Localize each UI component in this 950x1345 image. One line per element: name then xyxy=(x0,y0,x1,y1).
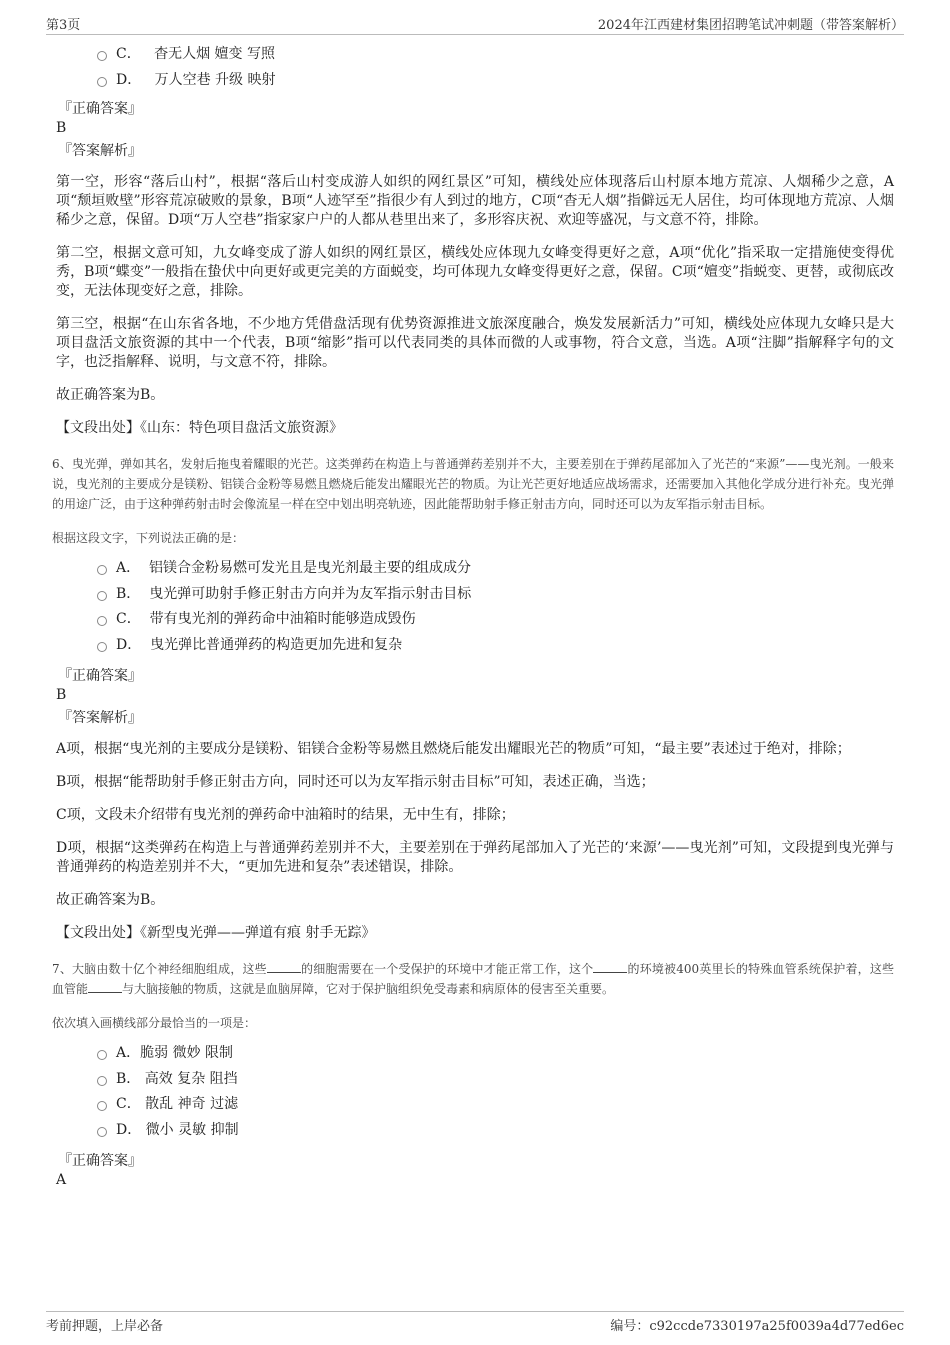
analysis-paragraph: 第一空，形容“落后山村”，根据“落后山村变成游人如织的网红景区”可知，横线处应体现落后山村原本地方荒凉、人烟稀少之意，A项“颓垣败壁”形容荒凉破败的景象，B项“人迹罕至”指很少有人到过的地方，C项“杳无人烟”指僻远无人居住，均可体现地方荒凉、人烟稀少之意，保留。D项“万人空巷”指家家户户的人都从巷里出来了，多形容庆祝、欢迎等盛况，与文意不符，排除。 xyxy=(56,174,894,228)
q7-options xyxy=(56,1041,894,1143)
document-id: 编号：c92ccde7330197a25f0039a4d77ed6ec xyxy=(610,1319,904,1334)
document-title: 2024年江西建材集团招聘笔试冲刺题（带答案解析） xyxy=(597,18,904,33)
analysis-paragraph: 第二空，根据文意可知，九女峰变成了游人如织的网红景区，横线处应体现九女峰变得更好之意，A项“优化”指采取一定措施使变得优秀，B项“蝶变”一般指在蛰伏中向更好或更完美的方面蜕变，均可体现九女峰变得更好之意，保留。C项“嬗变”指蜕变、更替，或彻底改变，无法体现变好之意，排除。 xyxy=(56,245,894,299)
option-d[interactable]: D． 万人空巷 升级 映射 xyxy=(56,68,894,94)
radio-icon[interactable] xyxy=(97,1101,107,1111)
radio-icon[interactable] xyxy=(97,51,107,61)
correct-answer: A xyxy=(56,1172,67,1188)
analysis-conclusion: 故正确答案为B。 xyxy=(56,892,165,908)
footer-slogan: 考前押题，上岸必备 xyxy=(46,1319,164,1334)
analysis-paragraph: 第三空，根据“在山东省各地，不少地方凭借盘活现有优势资源推进文旅深度融合，焕发发展新活力”可知，横线处应体现九女峰只是大项目盘活文旅资源的其中一个代表，B项“缩影”指可以代表同类的具体而微的人或事物，符合文意，当选。A项“注脚”指解释字句的文字，也泛指解释、说明，与文意不符，排除。 xyxy=(56,316,894,370)
fill-blank xyxy=(88,980,122,993)
option-d[interactable]: D． 微小 灵敏 抑制 xyxy=(56,1118,894,1144)
analysis-paragraph: B项，根据“能帮助射手修正射击方向，同时还可以为友军指示射击目标”可知，表述正确，当选； xyxy=(56,774,655,790)
source-citation: 【文段出处】《新型曳光弹——弹道有痕 射手无踪》 xyxy=(56,925,376,941)
radio-icon[interactable] xyxy=(97,1050,107,1060)
answer-label: 『正确答案』 xyxy=(58,668,142,684)
correct-answer: B xyxy=(56,687,67,703)
analysis-label: 『答案解析』 xyxy=(58,143,142,159)
radio-icon[interactable] xyxy=(97,1076,107,1086)
option-c[interactable]: C． 带有曳光剂的弹药命中油箱时能够造成毁伤 xyxy=(56,607,894,633)
question-prompt: 根据这段文字，下列说法正确的是： xyxy=(52,531,245,545)
option-d[interactable]: D． 曳光弹比普通弹药的构造更加先进和复杂 xyxy=(56,633,894,659)
page-header xyxy=(46,14,904,35)
option-c[interactable]: C． 杳无人烟 嬗变 写照 xyxy=(56,42,894,68)
option-c[interactable]: C． 散乱 神奇 过滤 xyxy=(56,1092,894,1118)
radio-icon[interactable] xyxy=(97,591,107,601)
page-footer xyxy=(46,1311,904,1335)
option-a[interactable]: A． 铝镁合金粉易燃可发光且是曳光剂最主要的组成成分 xyxy=(56,556,894,582)
radio-icon[interactable] xyxy=(97,565,107,575)
fill-blank xyxy=(593,960,627,973)
analysis-paragraph: D项，根据“这类弹药在构造上与普通弹药差别并不大，主要差别在于弹药尾部加入了光芒的‘来源’——曳光剂”可知，文段提到曳光弹与普通弹药的构造差别并不大，“更加先进和复杂”表述错误，排除。 xyxy=(56,840,894,875)
source-citation: 【文段出处】《山东：特色项目盘活文旅资源》 xyxy=(56,420,343,436)
question-stem: 6、曳光弹，弹如其名，发射后拖曳着耀眼的光芒。这类弹药在构造上与普通弹药差别并不大，主要差别在于弹药尾部加入了光芒的“来源”——曳光剂。一般来说，曳光剂的主要成分是镁粉、铝镁合金粉等易燃且燃烧后能发出耀眼光芒的物质。为让光芒更好地适应战场需求，还需要加入其他化学成分进行补充。曳光弹的用途广泛，由于这种弹药射击时会像流星一样在空中划出明亮轨迹，因此能帮助射手修正射击方向，同时还可以为友军指示射击目标。 xyxy=(52,457,894,511)
correct-answer: B xyxy=(56,120,67,136)
analysis-label: 『答案解析』 xyxy=(58,710,142,726)
analysis-paragraph: A项，根据“曳光剂的主要成分是镁粉、铝镁合金粉等易燃且燃烧后能发出耀眼光芒的物质”可知，“最主要”表述过于绝对，排除； xyxy=(56,741,851,757)
q5-options xyxy=(56,42,894,93)
radio-icon[interactable] xyxy=(97,77,107,87)
q6-options xyxy=(56,556,894,658)
radio-icon[interactable] xyxy=(97,1127,107,1137)
option-b[interactable]: B． 高效 复杂 阻挡 xyxy=(56,1067,894,1093)
answer-label: 『正确答案』 xyxy=(58,1153,142,1169)
page-content xyxy=(52,42,895,1193)
fill-blank xyxy=(267,960,301,973)
option-a[interactable]: A．脆弱 微妙 限制 xyxy=(56,1041,894,1067)
question-stem: 7、大脑由数十亿个神经细胞组成，这些 的细胞需要在一个受保护的环境中才能正常工作，这个 的环境被400英里长的特殊血管系统保护着，这些血管能 与大脑接触的物质，这就是血脑屏障，它对于保护脑组织免受毒素和病原体的侵害至关重要。 xyxy=(52,962,895,996)
page-number: 第3页 xyxy=(46,18,81,33)
radio-icon[interactable] xyxy=(97,616,107,626)
question-prompt: 依次填入画横线部分最恰当的一项是： xyxy=(52,1016,257,1030)
analysis-paragraph: C项，文段未介绍带有曳光剂的弹药命中油箱时的结果，无中生有，排除； xyxy=(56,807,515,823)
analysis-conclusion: 故正确答案为B。 xyxy=(56,387,165,403)
answer-label: 『正确答案』 xyxy=(58,101,142,117)
option-b[interactable]: B． 曳光弹可助射手修正射击方向并为友军指示射击目标 xyxy=(56,582,894,608)
radio-icon[interactable] xyxy=(97,642,107,652)
